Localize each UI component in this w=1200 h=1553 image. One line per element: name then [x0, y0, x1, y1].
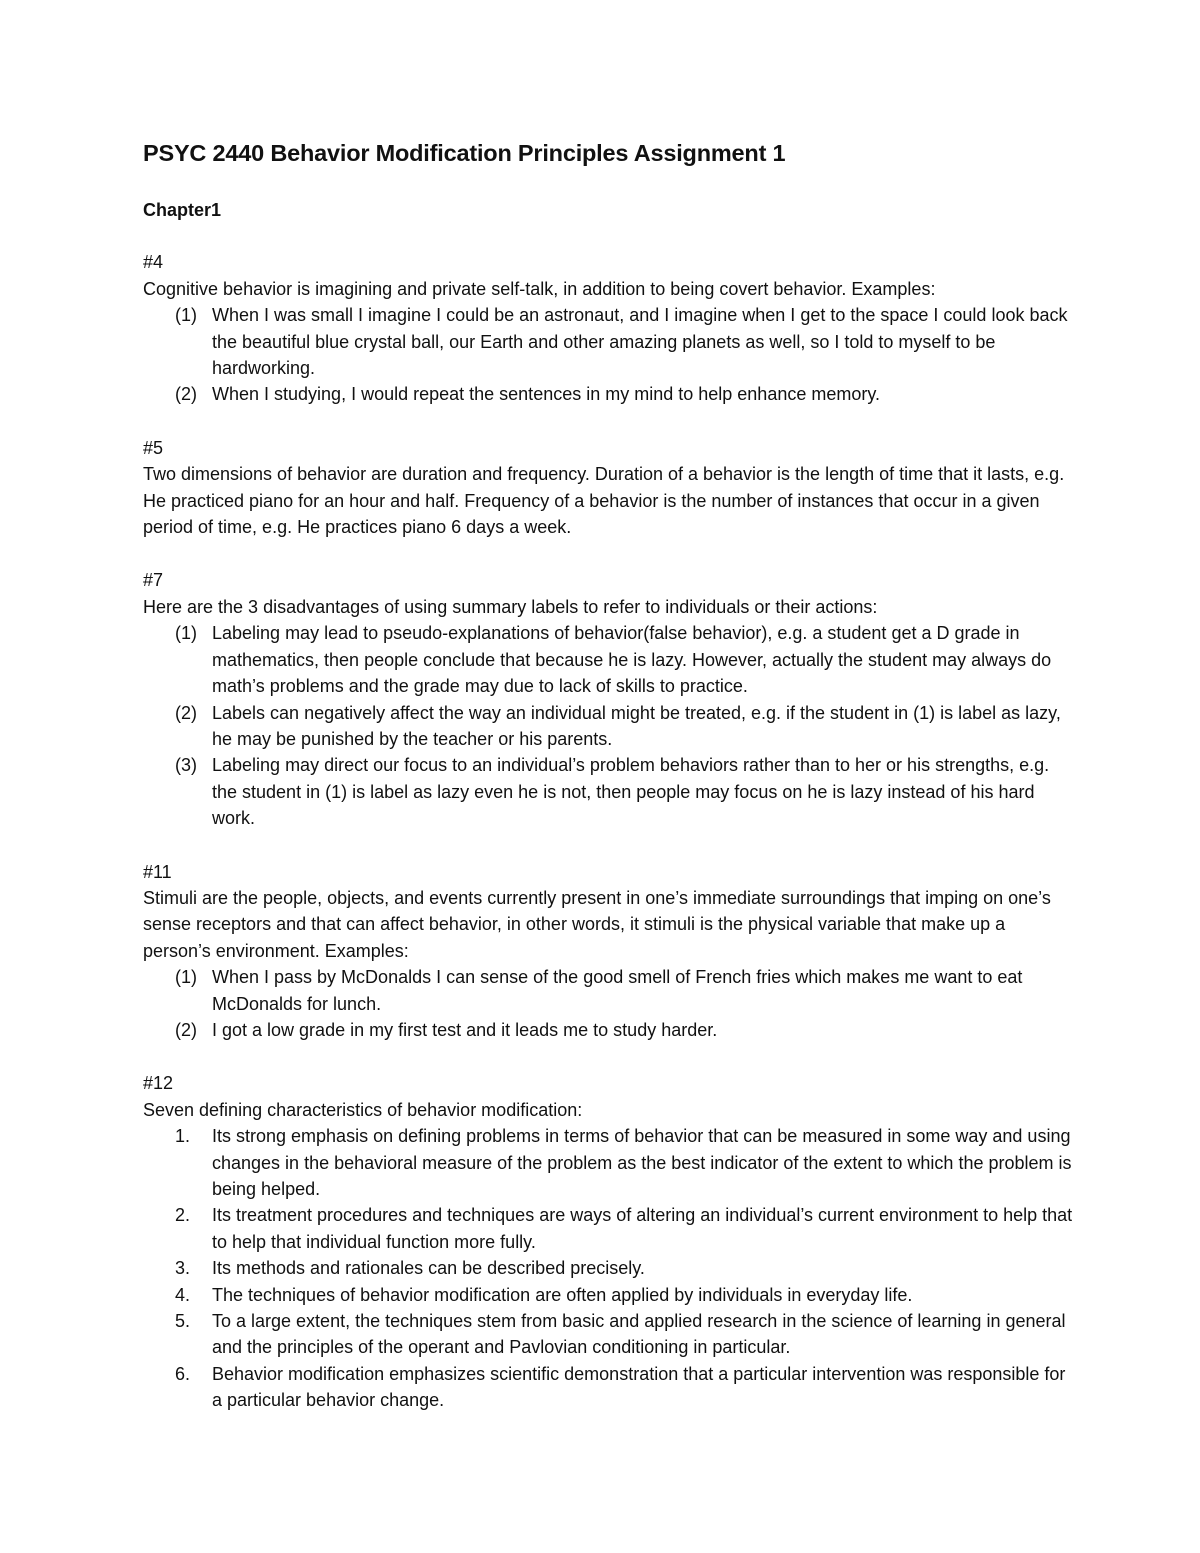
list-item-text: Its treatment procedures and techniques are ways of altering an individual’s current environment to help that to help that individual function more fully. — [212, 1205, 1073, 1252]
list-item — [143, 381, 1073, 407]
question-number: #4 — [143, 252, 164, 273]
question-text: Here are the 3 disadvantages of using summary labels to refer to individuals or their actions: — [143, 596, 878, 617]
list-item-text: Labeling may lead to pseudo-explanations of behavior(false behavior), e.g. a student get a D grade in mathematics, then people conclude that because he is lazy. However, actually the student may always do math’s problems and the grade may due to lack of skills to practice. — [212, 623, 1052, 697]
list-item-text: When I studying, I would repeat the sentences in my mind to help enhance memory. — [212, 384, 881, 405]
list-item-text: When I pass by McDonalds I can sense of the good smell of French fries which makes me want to eat McDonalds for lunch. — [212, 967, 1023, 1014]
examples-list — [143, 302, 1073, 408]
list-marker: (3) — [175, 755, 197, 776]
list-marker: (2) — [175, 702, 197, 723]
question-section — [143, 1070, 1073, 1413]
list-item-text: The techniques of behavior modification are often applied by individuals in everyday life. — [212, 1284, 913, 1305]
list-marker: 2. — [175, 1205, 191, 1226]
question-number: #5 — [143, 437, 164, 458]
question-number: #7 — [143, 570, 164, 591]
list-item — [143, 620, 1073, 699]
question-number: #12 — [143, 1073, 174, 1094]
list-item — [143, 964, 1073, 1017]
list-marker: (2) — [175, 384, 197, 405]
question-section — [143, 435, 1073, 541]
list-marker: 5. — [175, 1311, 191, 1332]
list-item-text: When I was small I imagine I could be an astronaut, and I imagine when I get to the space I could look back the beautiful blue crystal ball, our Earth and other amazing planets as well, so I told to myself to be hardworking. — [212, 305, 1068, 379]
list-item-text: Its methods and rationales can be described precisely. — [212, 1258, 645, 1279]
question-number: #11 — [143, 861, 172, 882]
list-item-text: To a large extent, the techniques stem from basic and applied research in the science of learning in general and the principles of the operant and Pavlovian conditioning in particular. — [212, 1311, 1066, 1358]
disadvantages-list — [143, 620, 1073, 831]
list-item-text: Labeling may direct our focus to an individual’s problem behaviors rather than to her or his strengths, e.g. the student in (1) is label as lazy even he is not, then people may focus on he is lazy instead of his hard work. — [212, 755, 1050, 829]
list-marker: 6. — [175, 1363, 191, 1384]
list-item — [143, 1123, 1073, 1202]
list-item — [143, 752, 1073, 831]
list-item — [143, 1017, 1073, 1043]
list-item — [143, 302, 1073, 381]
list-item-text: Behavior modification emphasizes scientific demonstration that a particular intervention was responsible for a particular behavior change. — [212, 1363, 1066, 1411]
list-marker: 3. — [175, 1258, 191, 1279]
list-marker: (1) — [175, 305, 197, 326]
question-section — [143, 567, 1073, 831]
question-section — [143, 859, 1073, 1044]
list-item — [143, 1202, 1073, 1255]
list-item — [143, 1255, 1073, 1281]
list-item — [143, 1282, 1073, 1308]
document-page — [143, 138, 1073, 1414]
question-text: Seven defining characteristics of behavior modification: — [143, 1099, 583, 1120]
question-section — [143, 249, 1073, 407]
list-item-text: Labels can negatively affect the way an individual might be treated, e.g. if the student in (1) is label as lazy, he may be punished by the teacher or his parents. — [212, 702, 1061, 749]
chapter-heading: Chapter1 — [143, 200, 222, 220]
list-marker: (1) — [175, 967, 197, 988]
characteristics-list — [143, 1123, 1073, 1413]
list-marker: 4. — [175, 1284, 191, 1305]
list-marker: (1) — [175, 623, 197, 644]
examples-list — [143, 964, 1073, 1043]
list-item — [143, 1308, 1073, 1361]
list-item — [143, 1361, 1073, 1414]
list-item-text: Its strong emphasis on defining problems in terms of behavior that can be measured in some way and using changes in the behavioral measure of the problem as the best indicator of the extent to which the problem is being helped. — [212, 1126, 1072, 1199]
list-item — [143, 700, 1073, 753]
question-text: Cognitive behavior is imagining and private self-talk, in addition to being covert behavior. Examples: — [143, 278, 936, 299]
document-title: PSYC 2440 Behavior Modification Principles Assignment 1 — [143, 140, 786, 166]
list-marker: (2) — [175, 1019, 197, 1040]
list-item-text: I got a low grade in my first test and it leads me to study harder. — [212, 1019, 718, 1040]
question-text: Two dimensions of behavior are duration and frequency. Duration of a behavior is the length of time that it lasts, e.g. He practiced piano for an hour and half. Frequency of a behavior is the number of instances that occur in a given period of time, e.g. He practices piano 6 days a week. — [143, 464, 1065, 538]
question-text: Stimuli are the people, objects, and events currently present in one’s immediate surroundings that imping on one’s sense receptors and that can affect behavior, in other words, it stimuli is the physical variable that make up a person’s environment. Examples: — [143, 887, 1051, 961]
list-marker: 1. — [175, 1126, 191, 1147]
